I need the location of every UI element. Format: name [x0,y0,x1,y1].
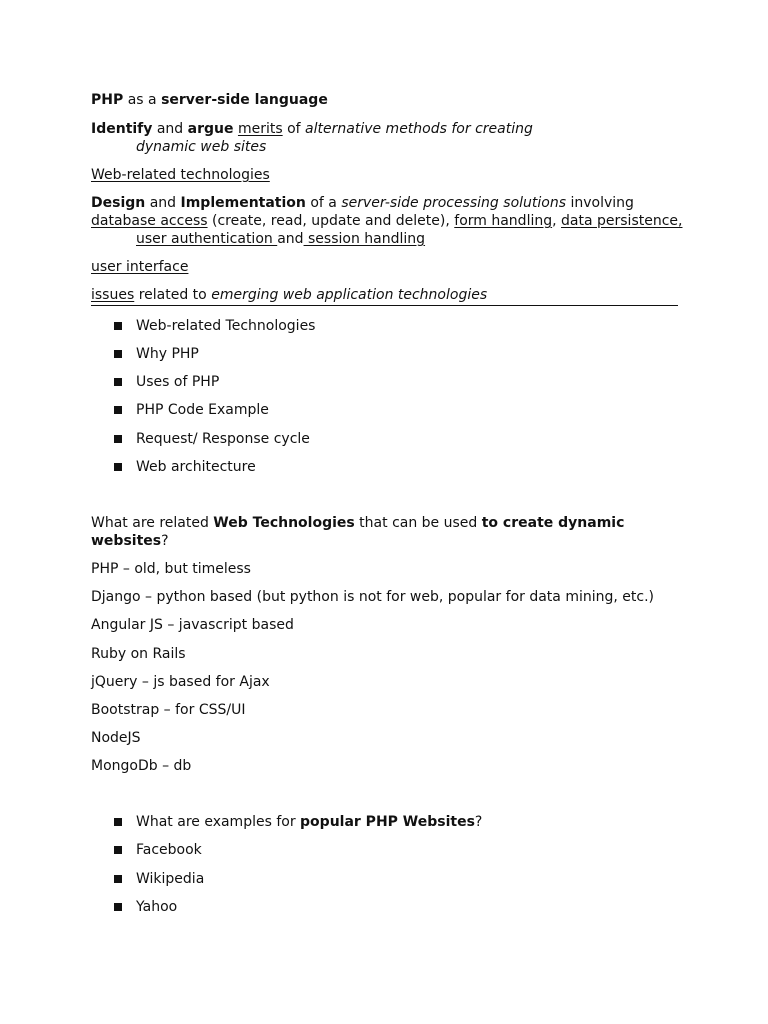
text-bold: server-side language [161,92,328,108]
list-item: Why PHP [136,346,199,362]
text: that can be used [354,515,482,531]
text: and [145,195,181,211]
bullet-icon [114,875,122,883]
bullet-icon [114,435,122,443]
text: What are related [91,515,214,531]
list-item: PHP Code Example [136,402,269,418]
text: and [152,121,188,137]
list-item: Yahoo [136,899,178,915]
list-item: Django – python based (but python is not for web, popular for data mining, etc.) [91,589,654,605]
bullet-icon [114,322,122,330]
text: ? [474,814,483,830]
list-item: Wikipedia [136,871,205,887]
text-underlined: session handling [303,231,426,247]
bullet-icon [114,406,122,414]
text: and [277,231,304,247]
text-bold: websites [91,533,162,549]
text-italic: server-side processing solutions [341,195,567,211]
objective-design-cont2 [136,230,425,248]
text-underlined: form handling [454,213,553,229]
list-item: Uses of PHP [136,374,220,390]
text-underlined: Web-related technologies [91,167,270,183]
text-bold: Design [91,195,146,211]
text-bold: PHP [91,92,124,108]
text-bold: to create dynamic [481,515,625,531]
objective-web-tech [91,166,270,184]
text: , [552,213,562,229]
question-web-tech [91,514,624,532]
objective-php-language [91,91,328,109]
list-item: Angular JS – javascript based [91,617,294,633]
examples-question [136,813,482,831]
text-italic: alternative methods for creating [305,121,533,137]
text-bold: popular PHP Websites [300,814,475,830]
text: of a [305,195,342,211]
question-web-tech-cont [91,532,169,550]
objective-issues [91,286,487,304]
objective-user-interface [91,258,188,276]
bullet-icon [114,818,122,826]
list-item: Web architecture [136,459,256,475]
text: of [282,121,306,137]
text-bold: Implementation [180,195,306,211]
text-bold: Web Technologies [213,515,355,531]
list-item: Request/ Response cycle [136,431,310,447]
text: as a [123,92,162,108]
objective-identify-cont [136,138,266,156]
bullet-icon [114,463,122,471]
bullet-icon [114,903,122,911]
list-item: Bootstrap – for CSS/UI [91,702,246,718]
text-bold: Identify [91,121,153,137]
objective-identify [91,120,533,138]
list-item: PHP – old, but timeless [91,561,251,577]
list-item: Ruby on Rails [91,646,186,662]
list-item: jQuery – js based for Ajax [91,674,270,690]
text: related to [134,287,212,303]
list-item: NodeJS [91,730,141,746]
text-italic: dynamic web sites [136,139,267,155]
list-item: Facebook [136,842,202,858]
bullet-icon [114,378,122,386]
objective-design [91,194,634,212]
horizontal-divider [91,305,678,306]
text: What are examples for [136,814,301,830]
text-underlined: data persistence, [561,213,683,229]
text-italic: emerging web application technologies [211,287,488,303]
text-underlined: database access [91,213,208,229]
text: involving [566,195,634,211]
text-underlined: user authentication [136,231,278,247]
text-underlined: user interface [91,259,189,275]
text: (create, read, update and delete), [207,213,455,229]
text: ? [161,533,169,549]
list-item: Web-related Technologies [136,318,316,334]
text-underlined: issues [91,287,135,303]
bullet-icon [114,350,122,358]
text-bold: argue [187,121,234,137]
list-item: MongoDb – db [91,758,192,774]
text-underlined: merits [237,121,283,137]
objective-design-cont [91,212,682,230]
bullet-icon [114,846,122,854]
